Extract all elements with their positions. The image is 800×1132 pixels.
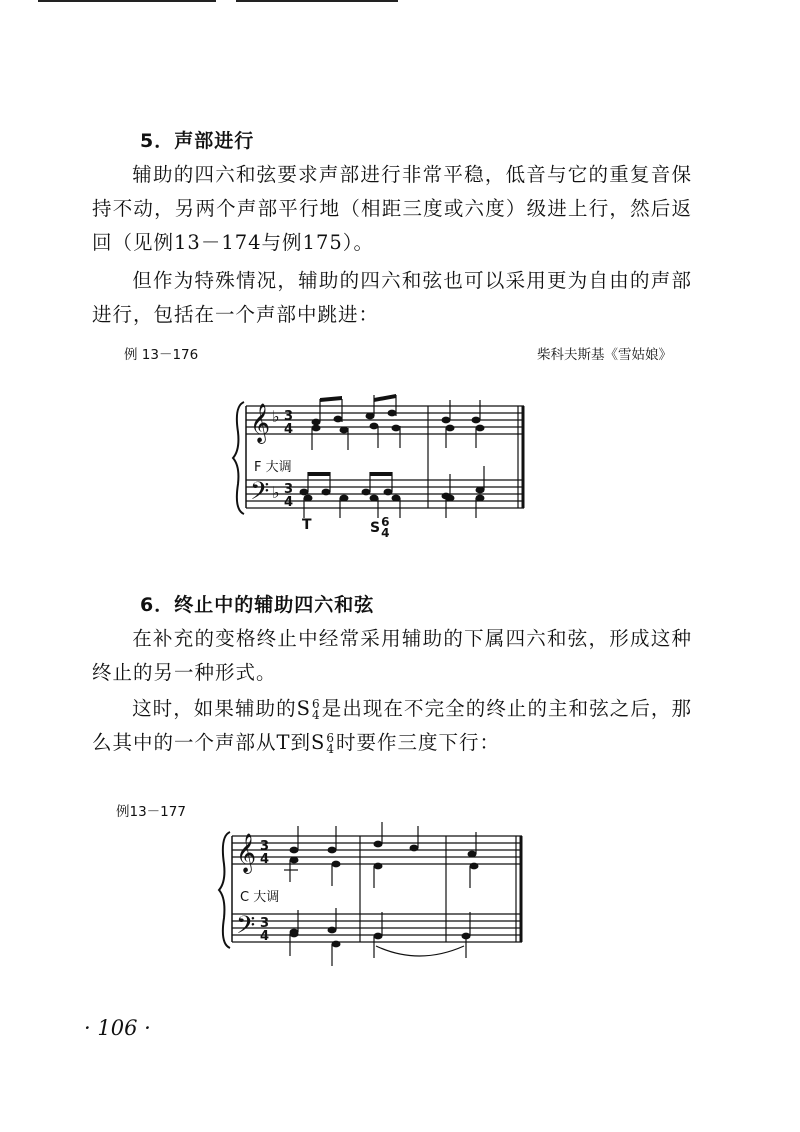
section-5-paragraph-2	[92, 264, 692, 332]
s-figure-1-sub: 4	[312, 707, 321, 722]
svg-text:4: 4	[284, 422, 294, 437]
example-177-label: 例13－177	[116, 804, 186, 820]
s-figure-2-sup: 6	[326, 730, 336, 745]
bass-clef-icon: 𝄢	[236, 911, 256, 946]
svg-text:3: 3	[284, 482, 294, 497]
svg-text:4: 4	[260, 852, 270, 867]
section-6-paragraph-1	[92, 622, 692, 690]
s-figure-1-sup: 6	[312, 696, 321, 711]
page-number: · 106 ·	[84, 1016, 151, 1040]
section-6-paragraph-1-text: 在补充的变格终止中经常采用辅助的下属四六和弦，形成这种终止的另一种形式。	[92, 627, 692, 684]
bass-flat-icon: ♭	[272, 483, 280, 502]
treble-clef-icon: 𝄞	[236, 833, 257, 873]
section-5-paragraph-2-text: 但作为特殊情况，辅助的四六和弦也可以采用更为自由的声部进行，包括在一个声部中跳进：	[92, 269, 692, 326]
s-figure-2-sub: 4	[326, 741, 336, 756]
chord-figure-sup: 6	[381, 515, 390, 529]
chord-figure-sub: 4	[381, 526, 390, 540]
example-176-key: F 大调	[254, 456, 292, 475]
svg-text:3: 3	[284, 409, 294, 424]
section-5-paragraph-1	[92, 158, 692, 260]
example-177-key: C 大调	[240, 886, 279, 905]
chord-label-s: S	[370, 520, 381, 536]
top-border-right	[236, 0, 398, 2]
section-5-heading: 5．声部进行	[140, 130, 255, 152]
svg-text:3: 3	[260, 916, 270, 931]
example-176-label: 例 13－176	[124, 347, 199, 363]
top-border-left	[38, 0, 216, 2]
svg-text:4: 4	[260, 929, 270, 944]
svg-text:3: 3	[260, 839, 270, 854]
section-6-heading: 6．终止中的辅助四六和弦	[140, 594, 375, 616]
para-text-b: 是出现在不完全的终止的主和弦之后，那么其中的一个声部从T到S	[92, 697, 692, 754]
bass-clef-icon: 𝄢	[250, 477, 270, 512]
s-figure-2	[326, 730, 336, 756]
brace	[219, 832, 230, 948]
chord-label-s64	[370, 517, 390, 539]
chord-figure	[381, 517, 389, 539]
chord-label-t: T	[302, 517, 312, 533]
treble-staff-lines	[232, 836, 522, 864]
para-text-a: 这时，如果辅助的S	[132, 697, 312, 720]
treble-clef-icon: 𝄞	[250, 403, 271, 443]
svg-text:4: 4	[284, 495, 294, 510]
example-176-credit: 柴科夫斯基《雪姑娘》	[537, 347, 672, 363]
section-6-paragraph-2	[92, 692, 692, 760]
para-text-c: 时要作三度下行：	[336, 731, 501, 754]
treble-flat-icon: ♭	[272, 407, 280, 426]
brace	[233, 402, 244, 514]
s-figure-1	[312, 696, 321, 722]
section-5-paragraph-1-text: 辅助的四六和弦要求声部进行非常平稳，低音与它的重复音保持不动，另两个声部平行地（相距三度或六度）级进上行，然后返回（见例13－174与例175）。	[92, 163, 692, 254]
